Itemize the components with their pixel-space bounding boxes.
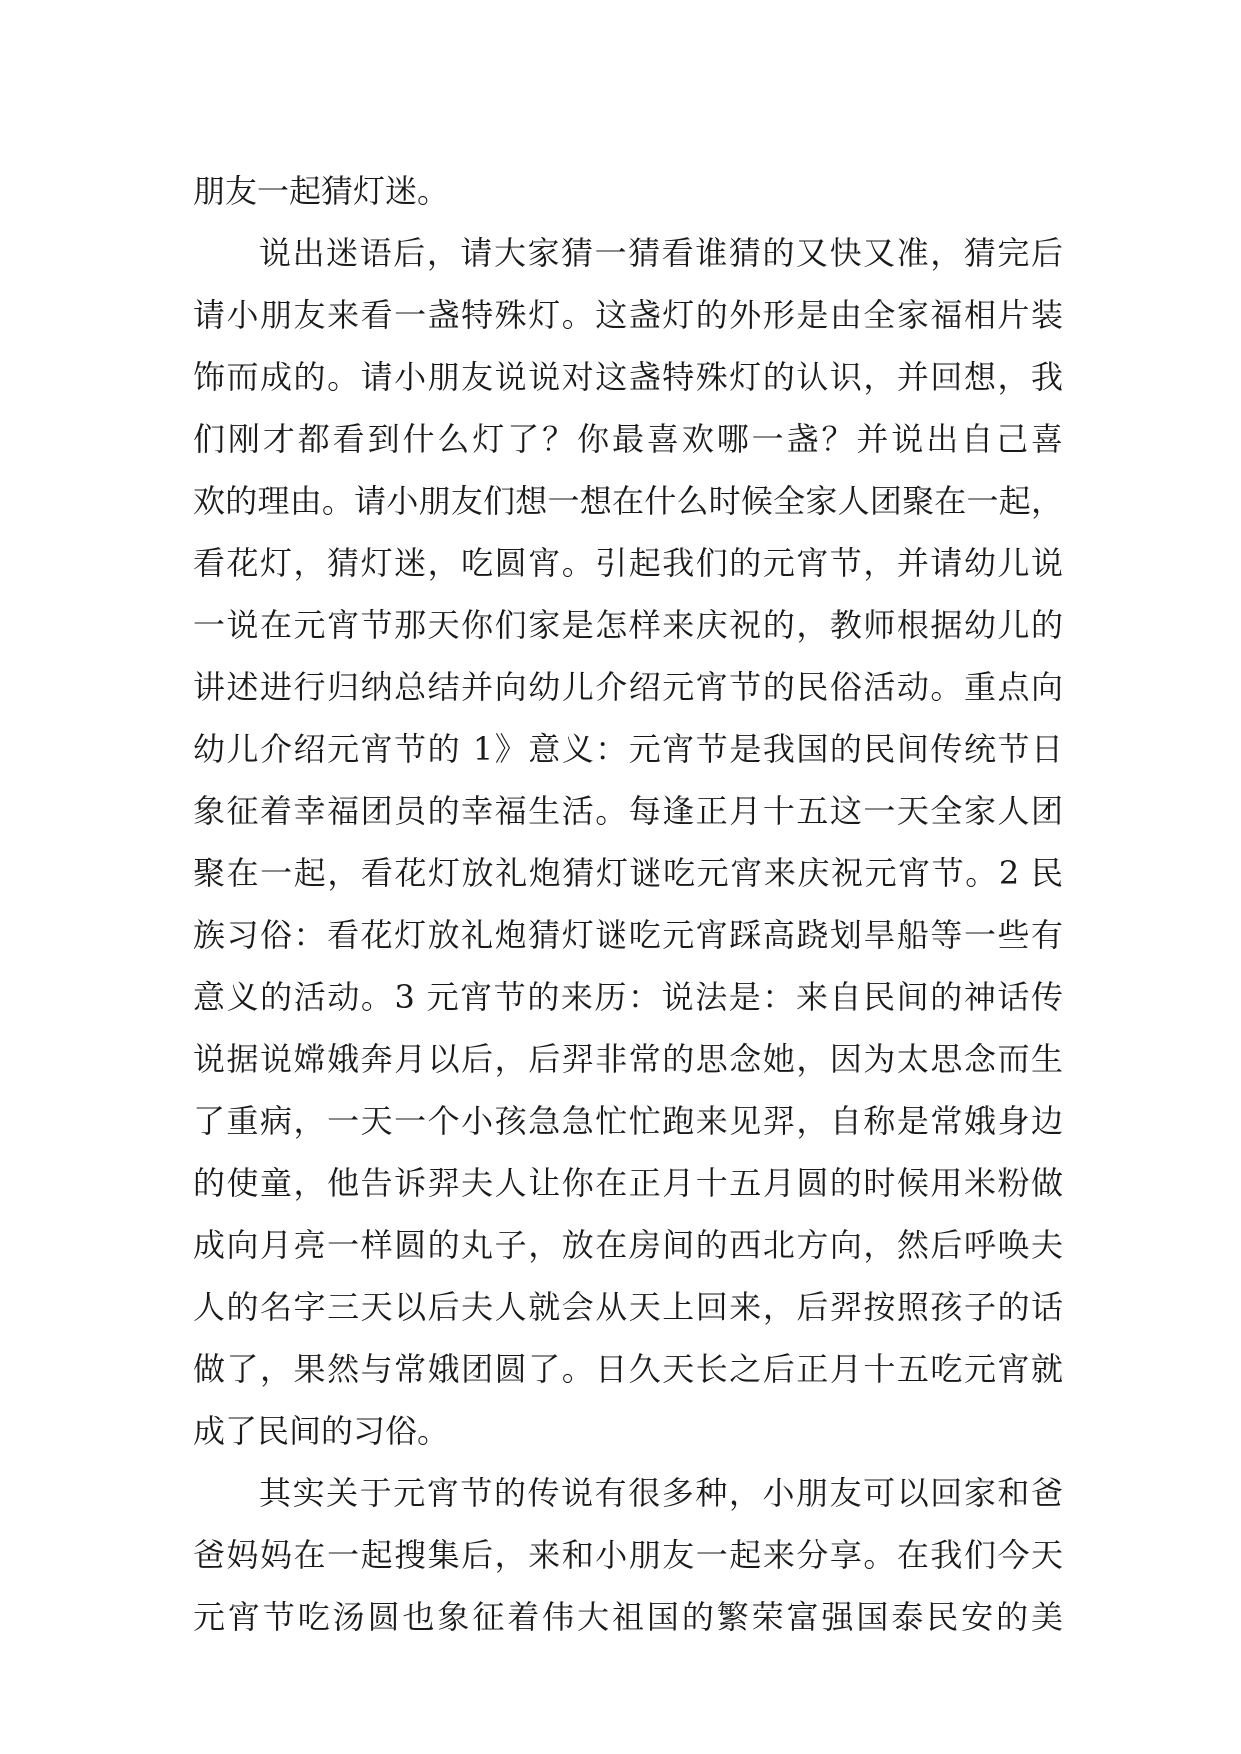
text-line: 元宵节吃汤圆也象征着伟大祖国的繁荣富强国泰民安的美 (193, 1598, 1063, 1636)
text-line: 成了民间的习俗。 (193, 1412, 450, 1450)
text-line: 象征着幸福团员的幸福生活。每逢正月十五这一天全家人团 (193, 792, 1063, 830)
text-line: 幼儿介绍元宵节的 1》意义：元宵节是我国的民间传统节日 (193, 730, 1063, 768)
text-line: 人的名字三天以后夫人就会从天上回来，后羿按照孩子的话 (193, 1288, 1063, 1326)
text-line: 了重病，一天一个小孩急急忙忙跑来见羿，自称是常娥身边 (193, 1102, 1063, 1140)
text-line: 说出迷语后，请大家猜一猜看谁猜的又快又准，猜完后 (259, 234, 1063, 272)
text-line: 欢的理由。请小朋友们想一想在什么时候全家人团聚在一起， (193, 482, 1063, 520)
text-line: 做了，果然与常娥团圆了。日久天长之后正月十五吃元宵就 (193, 1350, 1063, 1388)
text-line: 们刚才都看到什么灯了？你最喜欢哪一盏？并说出自己喜 (193, 420, 1063, 458)
text-line: 一说在元宵节那天你们家是怎样来庆祝的，教师根据幼儿的 (193, 606, 1063, 644)
text-line: 的使童，他告诉羿夫人让你在正月十五月圆的时候用米粉做 (193, 1164, 1063, 1202)
text-line: 聚在一起，看花灯放礼炮猜灯谜吃元宵来庆祝元宵节。2 民 (193, 854, 1063, 892)
text-line: 请小朋友来看一盏特殊灯。这盏灯的外形是由全家福相片装 (193, 296, 1063, 334)
text-line: 看花灯，猜灯迷，吃圆宵。引起我们的元宵节，并请幼儿说 (193, 544, 1063, 582)
text-line: 族习俗：看花灯放礼炮猜灯谜吃元宵踩高跷划旱船等一些有 (193, 916, 1063, 954)
text-line: 讲述进行归纳总结并向幼儿介绍元宵节的民俗活动。重点向 (193, 668, 1063, 706)
text-line: 饰而成的。请小朋友说说对这盏特殊灯的认识，并回想，我 (193, 358, 1063, 396)
text-line: 成向月亮一样圆的丸子，放在房间的西北方向，然后呼唤夫 (193, 1226, 1063, 1264)
body-text (193, 160, 1063, 1648)
text-line: 爸妈妈在一起搜集后，来和小朋友一起来分享。在我们今天 (193, 1536, 1063, 1574)
text-line: 其实关于元宵节的传说有很多种，小朋友可以回家和爸 (259, 1474, 1063, 1512)
text-line: 说据说嫦娥奔月以后，后羿非常的思念她，因为太思念而生 (193, 1040, 1063, 1078)
text-line: 意义的活动。3 元宵节的来历：说法是：来自民间的神话传 (193, 978, 1063, 1016)
text-line: 朋友一起猜灯迷。 (193, 172, 450, 210)
